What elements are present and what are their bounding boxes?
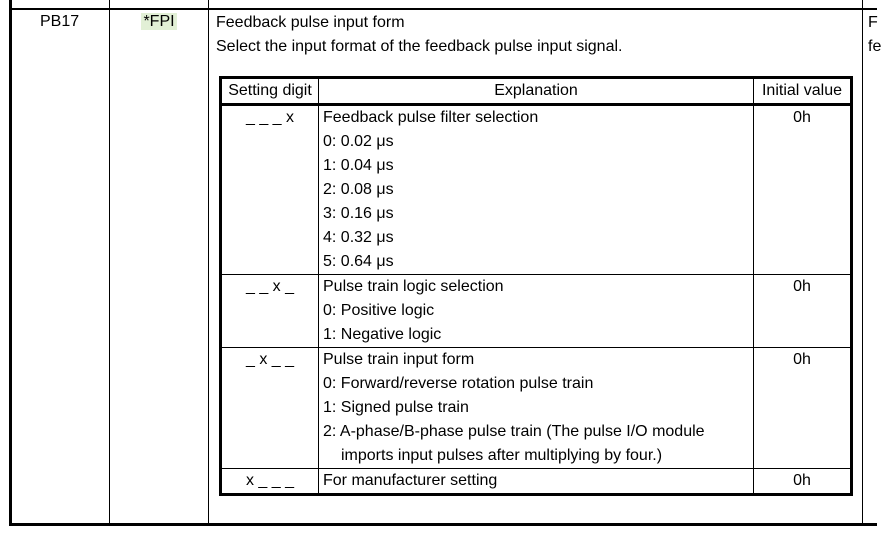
initial-value-cell: 0h xyxy=(754,469,852,495)
option-item: 3: 0.16 μs xyxy=(323,205,394,222)
option-item: 2: 0.08 μs xyxy=(323,181,394,198)
header-initial-value: Initial value xyxy=(754,78,852,105)
explanation-title: Feedback pulse filter selection xyxy=(323,109,539,126)
explanation-cell xyxy=(319,469,754,495)
outer-border-left xyxy=(9,0,12,526)
outer-border-bottom xyxy=(9,523,877,526)
table-row xyxy=(221,469,852,495)
option-item-continuation: imports input pulses after multiplying by four.) xyxy=(341,447,663,464)
param-name: Feedback pulse input form xyxy=(216,14,405,31)
explanation-cell xyxy=(319,275,754,348)
setting-digit-table xyxy=(219,76,853,496)
option-item: 1: Signed pulse train xyxy=(323,399,469,416)
option-item: 0: 0.02 μs xyxy=(323,133,394,150)
header-setting-digit: Setting digit xyxy=(221,78,319,105)
param-symbol xyxy=(110,10,208,34)
option-item: 1: Negative logic xyxy=(323,326,442,343)
explanation-title: Pulse train logic selection xyxy=(323,278,504,295)
outer-divider-3 xyxy=(862,0,863,526)
param-description: Select the input format of the feedback pulse input signal. xyxy=(216,38,623,55)
initial-value-cell: 0h xyxy=(754,348,852,469)
outer-divider-1 xyxy=(109,0,110,526)
table-row xyxy=(221,348,852,469)
outer-divider-2 xyxy=(208,0,209,526)
table-row xyxy=(221,105,852,275)
setting-digit-cell: _ _ _ x xyxy=(221,105,319,275)
explanation-title: For manufacturer setting xyxy=(323,472,498,489)
param-symbol-highlight: *FPI xyxy=(143,13,175,30)
right-column-clip-1: F xyxy=(868,14,878,31)
explanation-cell xyxy=(319,105,754,275)
header-explanation: Explanation xyxy=(319,78,754,105)
option-item: 4: 0.32 μs xyxy=(323,229,394,246)
explanation-cell xyxy=(319,348,754,469)
setting-digit-cell: _ x _ _ xyxy=(221,348,319,469)
option-item: 2: A-phase/B-phase pulse train (The pulse I/O module xyxy=(323,423,705,440)
table-row xyxy=(221,275,852,348)
option-item: 0: Positive logic xyxy=(323,302,435,319)
setting-digit-cell: _ _ x _ xyxy=(221,275,319,348)
option-item: 5: 0.64 μs xyxy=(323,253,394,270)
right-column-clip-2: fe xyxy=(868,38,881,55)
option-item: 0: Forward/reverse rotation pulse train xyxy=(323,375,594,392)
table-header-row xyxy=(221,78,852,105)
option-item: 1: 0.04 μs xyxy=(323,157,394,174)
initial-value-cell: 0h xyxy=(754,275,852,348)
setting-digit-cell: x _ _ _ xyxy=(221,469,319,495)
initial-value-cell: 0h xyxy=(754,105,852,275)
param-number: PB17 xyxy=(40,13,80,30)
explanation-title: Pulse train input form xyxy=(323,351,475,368)
